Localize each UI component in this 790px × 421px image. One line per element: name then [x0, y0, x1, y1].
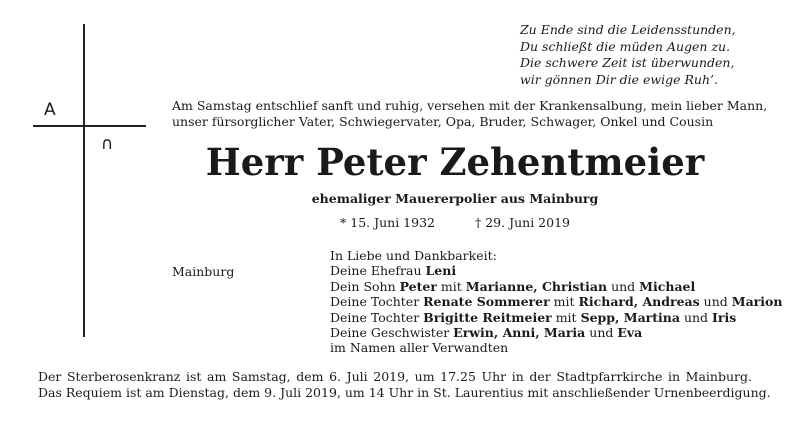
mourner-text: Dein Sohn: [330, 278, 400, 294]
birth-date: * 15. Juni 1932: [340, 215, 435, 230]
mourner-name: Richard, Andreas: [578, 294, 700, 310]
poem-line: Die schwere Zeit ist überwunden,: [520, 55, 735, 70]
mourner-name: Iris: [712, 309, 737, 325]
mourner-name: Eva: [617, 325, 643, 341]
mourner-name: Renate Sommerer: [423, 294, 550, 310]
mourner-text: und: [585, 325, 618, 341]
mourner-name: Leni: [425, 263, 457, 279]
mourners-list: [330, 248, 782, 356]
mourner-name: Marion: [731, 294, 783, 310]
mourner-text: mit: [436, 278, 466, 294]
mourner-text: Deine Tochter: [330, 309, 424, 325]
mourner-line: [330, 279, 782, 294]
mourner-name: Peter: [399, 278, 437, 294]
poem-line: Du schließt die müden Augen zu.: [520, 38, 731, 54]
mourner-line: [330, 263, 782, 278]
mourner-line: [330, 294, 782, 309]
mourner-text: mit: [551, 309, 581, 325]
cross-horizontal-bar: [33, 125, 146, 127]
omega-symbol: ∩: [101, 134, 114, 154]
mourner-text: und: [699, 294, 732, 310]
mourner-name: Brigitte Reitmeier: [423, 309, 552, 325]
life-dates: [150, 215, 760, 230]
service-notice: [38, 369, 771, 401]
cross-vertical-bar: [83, 24, 85, 337]
poem-line: wir gönnen Dir die ewige Ruh’.: [520, 71, 718, 87]
mourner-text: mit: [549, 294, 579, 310]
poem-line: Zu Ende sind die Leidensstunden,: [520, 22, 736, 37]
place-name: Mainburg: [172, 264, 235, 279]
mourner-name: Michael: [639, 278, 696, 294]
mourner-line: [330, 340, 782, 355]
mourner-text: und: [679, 309, 713, 325]
mourner-text: im Namen aller Verwandten: [330, 340, 509, 356]
intro-line: unser fürsorglicher Vater, Schwiegervater, Opa, Bruder, Schwager, Onkel und Cousin: [172, 114, 714, 129]
mourner-name: Erwin, Anni, Maria: [453, 325, 586, 341]
mourner-text: und: [607, 278, 640, 294]
alpha-symbol: A: [44, 100, 56, 120]
mourner-line: [330, 248, 782, 263]
mourner-text: In Liebe und Dankbarkeit:: [330, 248, 497, 263]
intro-text: [172, 98, 768, 130]
mourner-name: Marianne, Christian: [465, 278, 608, 294]
mourner-line: [330, 325, 782, 340]
deceased-name: Herr Peter Zehentmeier: [205, 140, 705, 184]
poem: [520, 22, 770, 88]
mourner-text: Deine Geschwister: [330, 325, 454, 341]
intro-line: Am Samstag entschlief sanft und ruhig, versehen mit der Krankensalbung, mein lieber Mann,: [172, 98, 768, 113]
death-date: † 29. Juni 2019: [475, 215, 570, 230]
notice-line: Das Requiem ist am Dienstag, dem 9. Juli 2019, um 14 Uhr in St. Laurentius mit anschließender Urnenbeerdigung.: [38, 385, 771, 400]
notice-line: Der Sterberosenkranz ist am Samstag, dem 6. Juli 2019, um 17.25 Uhr in der Stadtpfarrkirche in Mainburg.: [38, 369, 752, 384]
deceased-occupation: ehemaliger Mauererpolier aus Mainburg: [311, 191, 599, 206]
mourner-text: Deine Tochter: [330, 294, 424, 310]
mourner-text: Deine Ehefrau: [330, 263, 426, 279]
mourner-name: Sepp, Martina: [580, 309, 680, 325]
mourner-line: [330, 310, 782, 325]
